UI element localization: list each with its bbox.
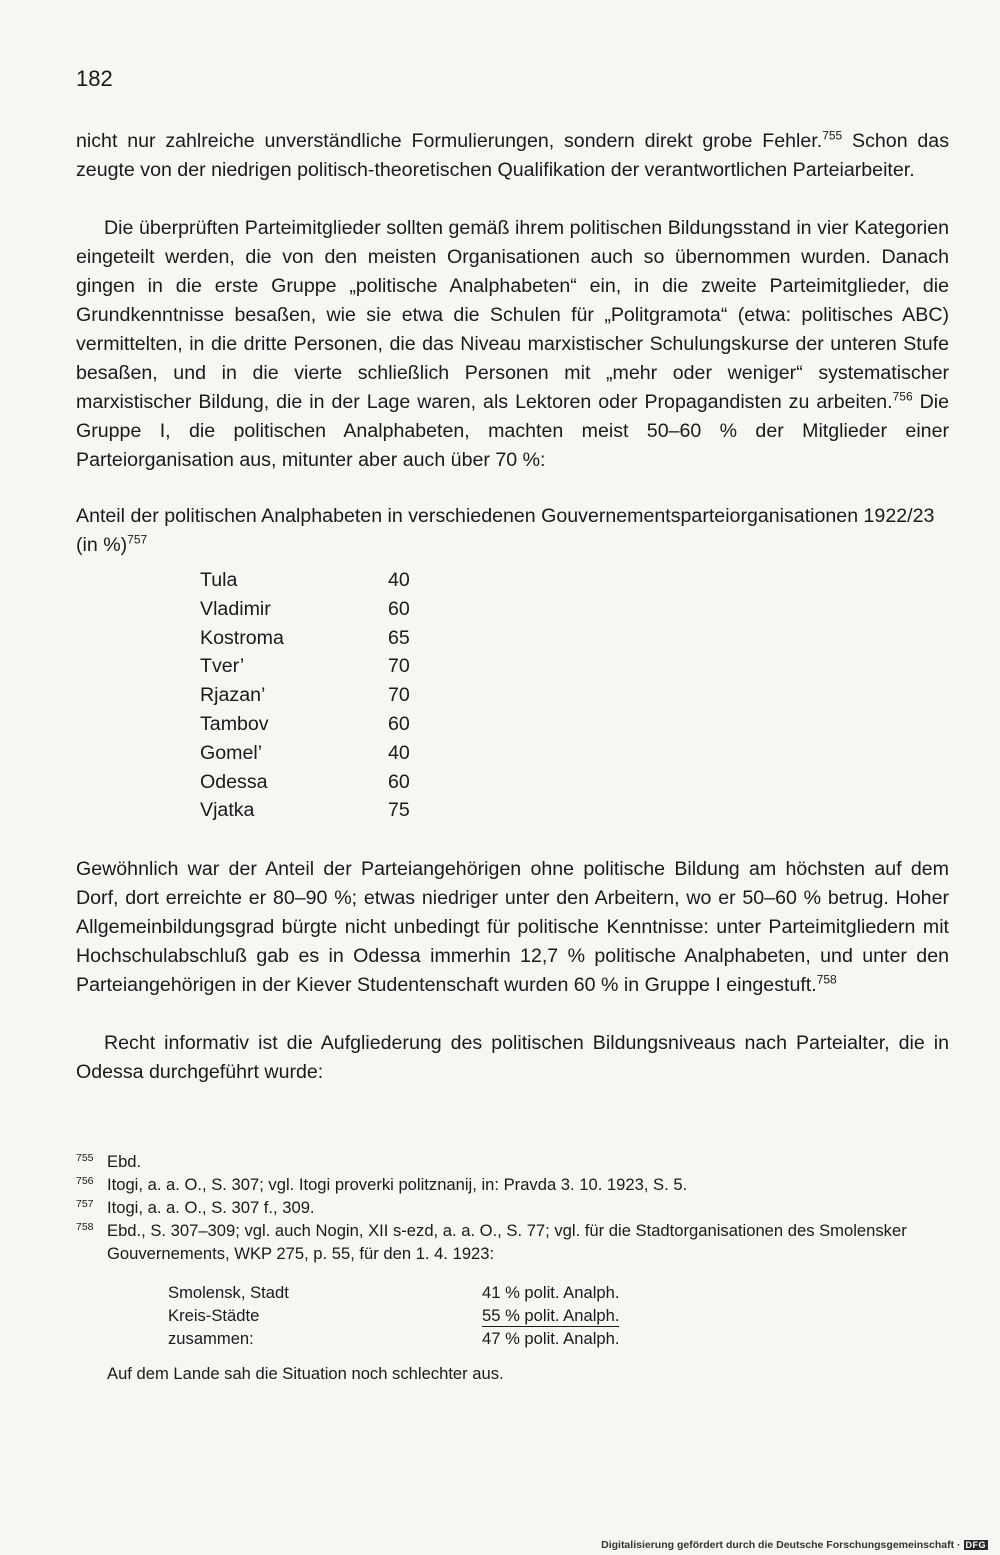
region-name: Rjazan’ (200, 684, 266, 707)
table-row (200, 796, 428, 825)
analph-share-text: 47 % polit. Analph. (482, 1329, 620, 1348)
region-name: Tver’ (200, 655, 245, 678)
table-row (200, 624, 428, 653)
footnote-number: 757 (76, 1198, 94, 1210)
footnote-closing: Auf dem Lande sah die Situation noch schlechter aus. (107, 1364, 504, 1383)
table-caption (76, 502, 949, 560)
paragraph-2-text-b: Die Gruppe I, die politischen Analphabeten, machten meist 50–60 % der Mitglieder einer Parteiorganisation aus, mitunter aber auch über 70 %: (76, 391, 949, 471)
paragraph-1 (76, 127, 949, 185)
illiteracy-percent: 60 (388, 597, 410, 620)
footnote-text: Itogi, a. a. O., S. 307 f., 309. (107, 1198, 315, 1217)
illiteracy-percent: 65 (388, 626, 410, 649)
table-row (168, 1304, 646, 1327)
footnote-ref-756[interactable]: 756 (892, 389, 913, 404)
location-name: zusammen: (168, 1329, 254, 1348)
table-caption-text: Anteil der politischen Analphabeten in verschiedenen Gouvernementsparteiorganisationen 1922/23 (in %) (76, 505, 935, 556)
smolensk-table (168, 1281, 646, 1350)
table-row (200, 681, 428, 710)
illiteracy-percent: 75 (388, 799, 410, 822)
region-name: Odessa (200, 770, 268, 793)
paragraph-4 (76, 1029, 949, 1087)
illiteracy-percent: 70 (388, 655, 410, 678)
table-row (200, 595, 428, 624)
table-row (200, 652, 428, 681)
analph-share-text: 41 % polit. Analph. (482, 1283, 620, 1302)
analph-share (482, 1327, 646, 1350)
paragraph-4-text-a: Recht informativ ist die Aufgliederung des politischen Bildungsniveaus nach Parteialter, die in Odessa durchgeführt wurde: (76, 1032, 949, 1083)
table-row (168, 1327, 646, 1350)
footnote-text: Itogi, a. a. O., S. 307; vgl. Itogi proverki politznanij, in: Pravda 3. 10. 1923, S. 5. (107, 1175, 688, 1194)
footnote-text: Ebd., S. 307–309; vgl. auch Nogin, XII s-ezd, a. a. O., S. 77; vgl. für die Stadtorganisationen des Smolensker Gouvernements, WKP 275, p. 55, für den 1. 4. 1923: (107, 1221, 907, 1263)
footnote-758 (76, 1219, 949, 1265)
paragraph-2-text-a: Die überprüften Parteimitglieder sollten gemäß ihrem politischen Bildungsstand in vier Kategorien eingeteilt werden, die von den meisten Organisationen auch so übernommen wurden. Danach gingen in die erste Gruppe „politische Analphabeten“ ein, in die zweite Parteimitglieder, die Grundkenntnisse besaßen, wie sie etwa die Schulen für „Politgramota“ (etwa: politisches ABC) vermittelten, in die dritte Personen, die das Niveau marxistischer Schulungskurse der unteren Stufe besaßen, und in die vierte schließlich Personen mit „mehr oder weniger“ systematischer marxistischer Bildung, die in der Lage waren, als Lektoren oder Propagandisten zu arbeiten. (76, 217, 949, 413)
footnote-number: 756 (76, 1175, 94, 1187)
region-name: Tula (200, 569, 238, 591)
analph-share (482, 1281, 646, 1304)
footnote-number: 755 (76, 1152, 94, 1164)
region-name: Kostroma (200, 626, 284, 649)
illiteracy-table (200, 566, 428, 825)
region-name: Tambov (200, 712, 269, 735)
region-name: Vjatka (200, 799, 255, 822)
table-row (200, 739, 428, 768)
footnote-text: Ebd. (107, 1152, 142, 1171)
paragraph-3 (76, 855, 949, 1000)
footnote-number: 758 (76, 1221, 94, 1233)
analph-share (482, 1304, 646, 1327)
analph-share-text: 55 % polit. Analph. (482, 1306, 620, 1325)
illiteracy-percent: 70 (388, 684, 410, 707)
dfg-logo: DFG (965, 1540, 986, 1550)
table-row (200, 768, 428, 797)
location-name: Smolensk, Stadt (168, 1283, 289, 1302)
table-row (200, 566, 428, 595)
illiteracy-percent: 60 (388, 712, 410, 735)
table-row (200, 710, 428, 739)
footnotes (76, 1150, 949, 1265)
footnote-ref-755[interactable]: 755 (822, 128, 843, 143)
paragraph-3-text-a: Gewöhnlich war der Anteil der Parteiangehörigen ohne politische Bildung am höchsten auf dem Dorf, dort erreichte er 80–90 %; etwas niedriger unter den Arbeitern, wo er 50–60 % betrug. Hoher Allgemeinbildungsgrad bürgte nicht unbedingt für politische Kenntnisse: unter Parteimitgliedern mit Hochschulabschluß gab es in Odessa immerhin 12,7 % politische Analphabeten, und unter den Parteiangehörigen in der Kiever Studentenschaft wurden 60 % in Gruppe I eingestuft. (76, 858, 949, 996)
footnote-756 (76, 1173, 949, 1196)
page-number: 182 (76, 66, 113, 91)
footnote-757 (76, 1196, 949, 1219)
digitization-credit (601, 1539, 988, 1551)
illiteracy-percent: 40 (388, 741, 410, 764)
region-name: Gomel’ (200, 741, 263, 764)
location-name: Kreis-Städte (168, 1306, 260, 1325)
table-row (168, 1281, 646, 1304)
paragraph-1-text-a: nicht nur zahlreiche unverständliche Formulierungen, sondern direkt grobe Fehler. (76, 130, 823, 152)
footnote-ref-758[interactable]: 758 (816, 972, 837, 987)
illiteracy-percent: 60 (388, 770, 410, 793)
paragraph-1-text-b: Schon das zeugte von der niedrigen politisch-theoretischen Qualifikation der verantwortlichen Parteiarbeiter. (76, 130, 949, 181)
credit-text: Digitalisierung gefördert durch die Deutsche Forschungsgemeinschaft · (601, 1539, 961, 1551)
region-name: Vladimir (200, 597, 271, 620)
illiteracy-percent: 40 (388, 569, 410, 591)
footnote-ref-757[interactable]: 757 (127, 532, 148, 547)
footnote-755 (76, 1150, 949, 1173)
paragraph-2 (76, 214, 949, 475)
